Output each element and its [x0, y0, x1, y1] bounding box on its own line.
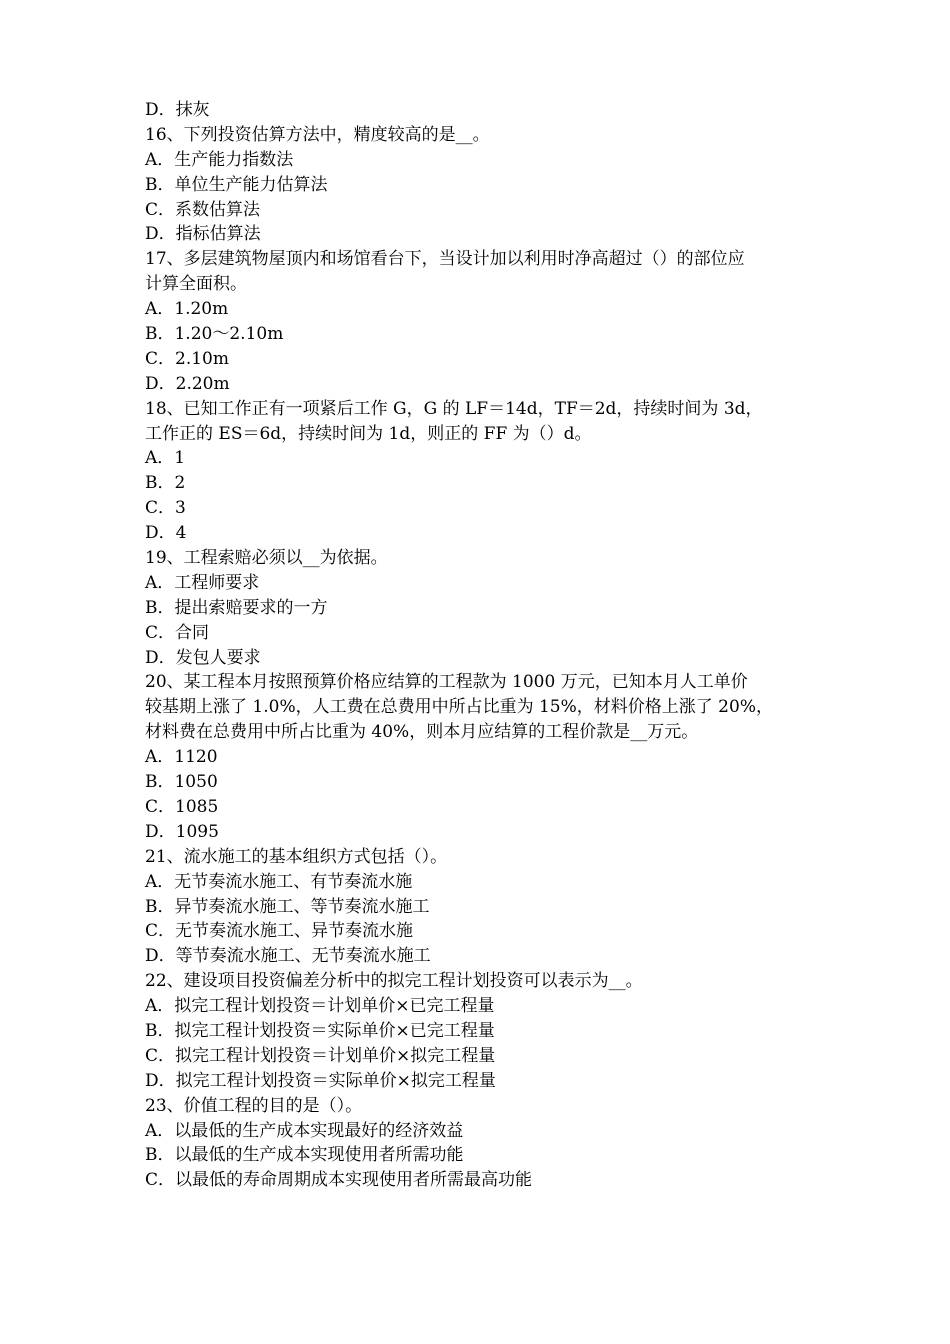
text-line: A．1.20m	[145, 299, 229, 320]
text-line: B．2	[145, 473, 186, 494]
text-line: C．以最低的寿命周期成本实现使用者所需最高功能	[145, 1170, 533, 1191]
text-line: 23、价值工程的目的是（）。	[145, 1095, 363, 1116]
text-line: D．抹灰	[145, 100, 210, 120]
text-line: D．2.20m	[145, 373, 230, 394]
text-line: 16、下列投资估算方法中，精度较高的是__。	[145, 124, 490, 145]
text-line: D．指标估算法	[145, 224, 261, 245]
text-line: B．以最低的生产成本实现使用者所需功能	[145, 1145, 464, 1166]
text-line: 21、流水施工的基本组织方式包括（）。	[145, 846, 448, 867]
text-line: D．拟完工程计划投资＝实际单价×拟完工程量	[145, 1070, 496, 1091]
text-line: 材料费在总费用中所占比重为 40%，则本月应结算的工程价款是__万元。	[145, 722, 699, 743]
text-line: A．以最低的生产成本实现最好的经济效益	[145, 1120, 464, 1141]
text-line: A．1120	[145, 747, 218, 768]
text-line: B．提出索赔要求的一方	[145, 597, 328, 618]
text-line: A．无节奏流水施工、有节奏流水施	[145, 871, 413, 892]
text-line: A．工程师要求	[145, 572, 260, 593]
text-line: D．4	[145, 523, 187, 544]
text-line: 19、工程索赔必须以__为依据。	[145, 548, 388, 569]
document-page	[145, 98, 825, 1193]
text-line: B．异节奏流水施工、等节奏流水施工	[145, 896, 430, 917]
text-line: 工作正的 ES＝6d，持续时间为 1d，则正的 FF 为（）d。	[145, 423, 592, 444]
text-line: C．2.10m	[145, 348, 229, 369]
text-line: C．合同	[145, 622, 210, 643]
text-line: C．系数估算法	[145, 199, 261, 220]
text-line: B．单位生产能力估算法	[145, 174, 328, 195]
text-line: B．拟完工程计划投资＝实际单价×已完工程量	[145, 1020, 495, 1041]
text-line: D．1095	[145, 821, 219, 842]
text-line: 20、某工程本月按照预算价格应结算的工程款为 1000 万元，已知本月人工单价	[145, 672, 748, 693]
text-line: D．发包人要求	[145, 647, 261, 668]
text-line: A．拟完工程计划投资＝计划单价×已完工程量	[145, 996, 495, 1017]
text-line: 较基期上涨了 1.0%，人工费在总费用中所占比重为 15%，材料价格上涨了 20%，	[145, 697, 773, 718]
text-line: C．1085	[145, 796, 219, 817]
text-line: B．1050	[145, 772, 218, 793]
text-line: D．等节奏流水施工、无节奏流水施工	[145, 946, 431, 967]
text-line: A．生产能力指数法	[145, 149, 294, 170]
text-line: C．拟完工程计划投资＝计划单价×拟完工程量	[145, 1045, 496, 1066]
text-line: 18、已知工作正有一项紧后工作 G，G 的 LF＝14d，TF＝2d，持续时间为 3d，	[145, 398, 763, 419]
text-line: 22、建设项目投资偏差分析中的拟完工程计划投资可以表示为__。	[145, 971, 643, 992]
text-line: 计算全面积。	[145, 274, 247, 295]
text-line: 17、多层建筑物屋顶内和场馆看台下，当设计加以利用时净高超过（）的部位应	[145, 249, 745, 270]
text-line: C．3	[145, 498, 186, 519]
text-line: B．1.20～2.10m	[145, 324, 284, 345]
text-line: C．无节奏流水施工、异节奏流水施	[145, 921, 414, 942]
text-line: A．1	[145, 448, 186, 469]
